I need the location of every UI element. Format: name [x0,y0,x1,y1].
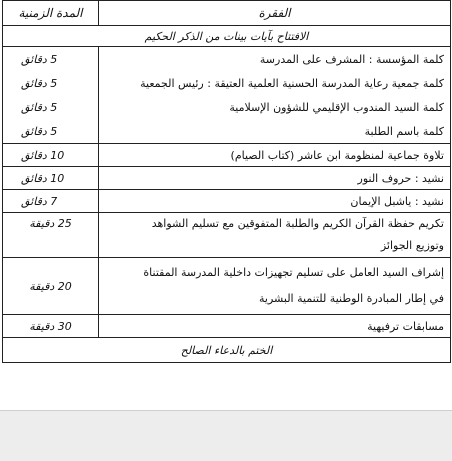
games-duration: 30 دقيقة [3,315,99,338]
header-duration: المدة الزمنية [3,1,99,26]
viewer-footer [0,410,452,461]
supervision-item [99,258,451,315]
program-item: تلاوة جماعية لمنظومة ابن عاشر (كتاب الصيام) [99,144,451,167]
speech-duration: 5 دقائق [3,95,99,119]
speech-duration: 5 دقائق [3,119,99,144]
speech-item: كلمة السيد المندوب الإقليمي للشؤون الإسلامية [99,95,451,119]
program-row [3,167,451,190]
honoring-item [99,213,451,258]
supervision-duration: 20 دقيقة [3,258,99,315]
speech-duration: 5 دقائق [3,47,99,72]
program-duration: 10 دقائق [3,167,99,190]
speech-row [3,119,451,144]
speech-duration: 5 دقائق [3,71,99,95]
program-item: نشيد : حروف النور [99,167,451,190]
closing-text: الختم بالدعاء الصالح [3,338,451,363]
supervision-line-1: إشراف السيد العامل على تسليم تجهيزات داخلية المدرسة المقتناة [143,266,444,279]
closing-row [3,338,451,363]
program-item: نشيد : ياشبل الإيمان [99,190,451,213]
speech-row [3,47,451,72]
honoring-duration: 25 دقيقة [3,213,99,258]
opening-row [3,26,451,47]
program-row [3,144,451,167]
honoring-line-1: تكريم حفظة القرآن الكريم والطلبة المتفوقين مع تسليم الشواهد [151,217,444,230]
speech-item: كلمة جمعية رعاية المدرسة الحسنية العلمية العتيقة : رئيس الجمعية [99,71,451,95]
supervision-row [3,258,451,315]
speech-item: كلمة المؤسسة : المشرف على المدرسة [99,47,451,72]
games-item: مسابقات ترفيهية [99,315,451,338]
program-table [2,0,451,363]
header-row [3,1,451,26]
games-row [3,315,451,338]
program-duration: 10 دقائق [3,144,99,167]
program-duration: 7 دقائق [3,190,99,213]
header-item: الفقرة [99,1,451,26]
honoring-row [3,213,451,258]
program-row [3,190,451,213]
speech-row [3,71,451,95]
opening-text: الافتتاح بآيات بينات من الذكر الحكيم [3,26,451,47]
supervision-line-2: في إطار المبادرة الوطنية للتنمية البشرية [259,292,444,305]
speech-row [3,95,451,119]
speech-item: كلمة باسم الطلبة [99,119,451,144]
honoring-line-2: وتوزيع الجوائز [380,239,444,252]
